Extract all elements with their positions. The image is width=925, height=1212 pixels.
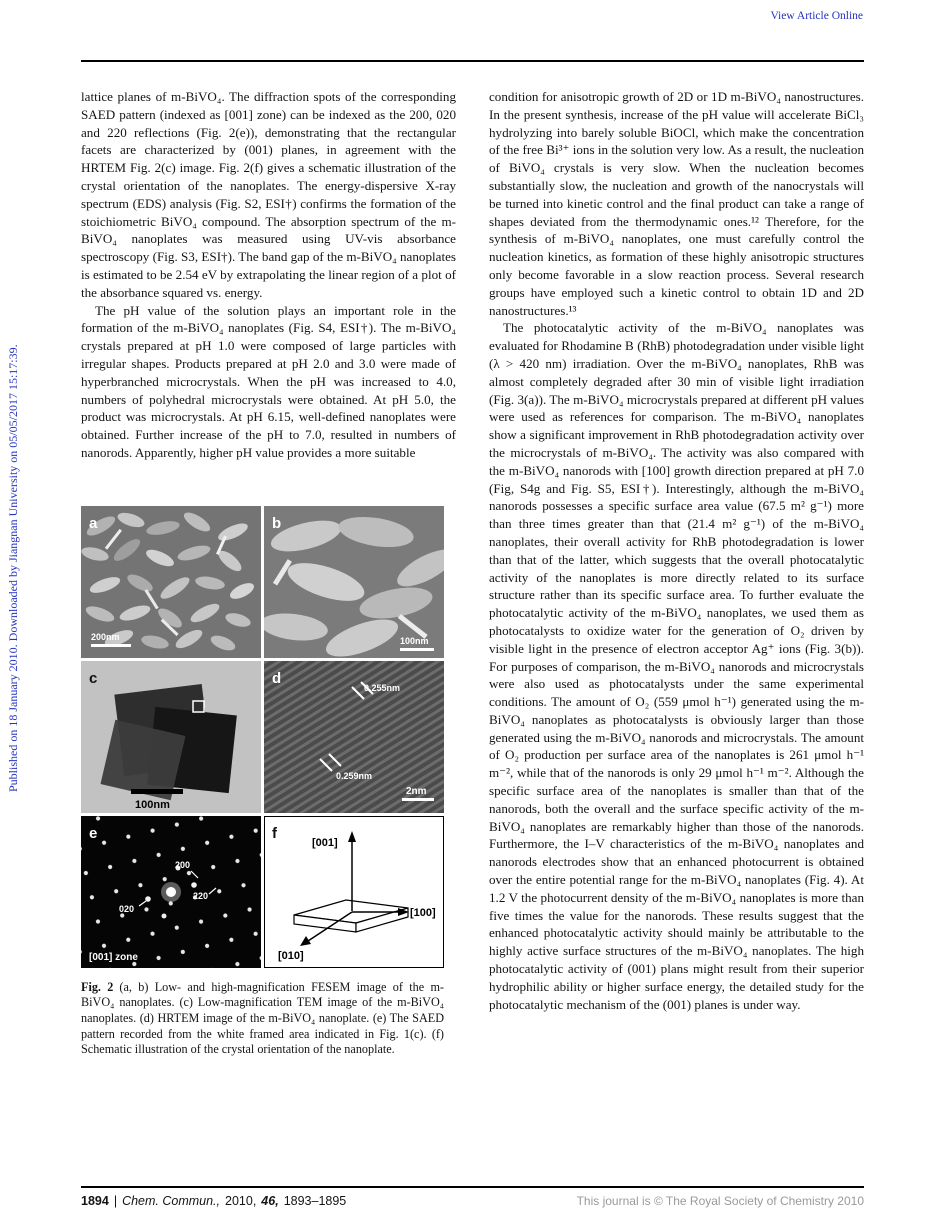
scale-bar [91,644,131,647]
paragraph: The pH value of the solution plays an important role in the formation of the m-BiVO₄ nanoplates (Fig. S4, ESI†). The m-BiVO₄ crystals prepared at pH 1.0 were composed of large particles with irregular shapes. Products prepared at pH 2.0 and 3.0 were made of hyperbranched microcrystals. When the pH was increased to 4.0, numbers of polyhedral microcrystals were obtained. At pH 5.0, the product was microcrystals. At pH 6.15, well-defined nanoplates were obtained. Further increase of the pH to 7.0, resulted in numbers of nanorods. Apparently, higher pH value provides a more suitable [81,302,456,460]
axis-010-label: [010] [278,949,304,962]
view-article-online-link[interactable]: View Article Online [770,10,863,22]
scale-bar [131,789,183,794]
spot-index-200: 200 [175,859,191,870]
bottom-rule [81,1186,864,1188]
page-footer [81,1194,864,1208]
panel-b-fesem-image [264,506,444,658]
panel-f-crystal-schematic [264,816,444,968]
scale-bar-label: 100nm [135,798,170,811]
panel-a-fesem-image [81,506,261,658]
journal-pages: 1893–1895 [283,1194,347,1208]
journal-year: 2010, [225,1194,257,1208]
panel-letter: a [89,514,98,532]
axis-100-label: [100] [410,906,436,919]
right-column [489,88,864,1058]
spot-index-220: 220 [193,890,209,901]
left-column [81,88,456,1058]
footer-citation [81,1194,351,1208]
top-rule [81,60,864,62]
panel-letter: b [272,514,282,532]
figure-caption [81,980,444,1058]
journal-volume: 46, [261,1194,279,1208]
scale-bar [400,648,434,651]
panel-c-tem-image [81,661,261,813]
panel-letter: d [272,669,282,687]
panel-letter: c [89,669,98,687]
scale-bar [402,798,434,801]
paragraph: condition for anisotropic growth of 2D or 1D m-BiVO₄ nanostructures. In the present synthesis, increase of the pH value will accelerate BiCl₃ hydrolyzing into barely soluble BiOCl, which make the concentration of the free Bi³⁺ ions in the solution very low. As a result, the nucleation of BiVO₄ crystals is very slow. When the nucleation becomes substantially slow, the nucleation and growth of the nanocrystals will be turned into kinetic control and the final product can take a range of shapes deviated from the thermodynamic ones.¹² Therefore, for the synthesis of m-BiVO₄ nanoplates, one must carefully control the nucleation kinetics, as formation of these highly anisotropic structures only become favorable in a slow reaction process. Several research groups have employed such a kinetic control to obtain 1D and 2D nanostructures.¹³ [489,89,864,318]
scale-bar-label: 200nm [91,631,120,642]
article-body [81,88,864,1058]
fringe-spacing-label: 0.259nm [336,770,373,781]
figure-2 [81,506,444,1058]
footer-separator: | [113,1194,118,1208]
figure-caption-text: (a, b) Low- and high-magnification FESEM image of the m-BiVO₄ nanoplates. (c) Low-magnification TEM image of the m-BiVO₄ nanoplates. (d) HRTEM image of the m-BiVO₄ nanoplate. (e) The SAED pattern recorded from the white framed area indicated in Fig. 1(c). (f) Schematic illustration of the crystal orientation of the nanoplate. [81,979,444,1057]
journal-name: Chem. Commun., [122,1194,221,1208]
page-number: 1894 [81,1194,109,1208]
footer-copyright: This journal is © The Royal Society of Chemistry 2010 [576,1194,864,1208]
panel-letter: e [89,824,98,842]
zone-axis-label: [001] zone [89,951,138,963]
sidebar-provenance-note: Published on 18 January 2010. Downloaded by Jiangnan University on 05/05/2017 15:17:39. [6,344,20,792]
figure-caption-label: Fig. 2 [81,979,114,994]
scale-bar-label: 100nm [400,635,429,646]
scale-bar-label: 2nm [406,785,427,797]
paragraph: lattice planes of m-BiVO₄. The diffraction spots of the corresponding SAED pattern (indexed as [001] zone) can be indexed as the 200, 020 and 220 reflections (Fig. 2(e)), demonstrating that the rectangular facets are characterized by (001) planes, in agreement with the HRTEM Fig. 2(c) image. Fig. 2(f) gives a schematic illustration of the crystal orientation of the nanoplates. The energy-dispersive X-ray spectrum (EDS) analysis (Fig. S2, ESI†) confirms the formation of the stoichiometric BiVO₄ compound. The absorption spectrum of the m-BiVO₄ nanoplates was measured using UV-vis absorbance spectroscopy (Fig. S3, ESI†). The band gap of the m-BiVO₄ nanoplates is estimated to be 2.54 eV by extrapolating the linear region of a plot of the absorbance squared vs. energy. [81,89,456,300]
axis-001-label: [001] [312,836,338,849]
panel-letter: f [272,824,277,842]
spot-index-020: 020 [119,903,135,914]
figure-2-panels [81,506,444,968]
fringe-spacing-label: 0.255nm [364,682,401,693]
panel-e-saed-pattern [81,816,261,968]
panel-d-hrtem-image [264,661,444,813]
paragraph: The photocatalytic activity of the m-BiVO₄ nanoplates was evaluated for Rhodamine B (RhB) photodegradation under visible light (λ > 420 nm) irradiation. Over the m-BiVO₄ nanoplates, RhB was almost completely degraded after 30 min of visible light irradiation (Fig. 3(a)). The m-BiVO₄ microcrystals prepared at different pH values were used as references for comparison. The m-BiVO₄ nanoplates show a significant improvement in RhB photodegradation activity over the microcrystals of m-BiVO₄. The activity was also compared with the m-BiVO₄ nanorods with [100] growth direction prepared at pH 7.0 (Fig, S4g and Fig. S5, ESI†). Interestingly, although the m-BiVO₄ nanorods possesses a specific surface area value (67.5 m² g⁻¹) more than three times greater than that (21.4 m² g⁻¹) of the m-BiVO₄ nanoplates, their overall activity for RhB photodegradation is lower than that of the latter, which suggests that the overall photocatalytic activity of the nanoplates is more directly related to its surface structure rather than its specific surface area. To further evaluate the photocatalytic activity of the m-BiVO₄ nanoplates, we used them as photocatalysts to oxidize water for the generation of O₂ driven by visible light in the presence of electron acceptor Ag⁺ ions (Fig. 3(b)). For purposes of comparison, the m-BiVO₄ nanorods and microcrystals were also used as photocatalysts under the same experimental conditions. The amount of O₂ (559 μmol h⁻¹) generated using the m-BiVO₄ nanoplates as photocatalysts is obviously larger than those generated using the m-BiVO₄ nanorods and microcrystals. The amount of O₂ production per surface area of the nanoplates is 261 μmol h⁻¹ m⁻², while that of the nanorods is only 29 μmol h⁻¹ m⁻². Although the specific surface area of the nanoplates is smaller than that of the nanorods, both the overall and the surface specific activity of the m-BiVO₄ nanoplates are remarkably higher than those of the nanorods. Furthermore, the I–V characteristics of the m-BiVO₄ nanoplates and nanorods electrodes show that an enhanced photocurrent is obtained over the entire potential range for the m-BiVO₄ nanoplates (Fig. 4). At 1.2 V the photocurrent density of the m-BiVO₄ nanoplates is more than five times the value for the nanorods. These results suggest that the enhanced photocatalytic activity should mainly be attributable to the highly active surface structures of the m-BiVO₄ nanoplates. The high photocatalytic activity of (001) plans might result from their superior hydrophilic ability or higher surface energy, the detailed study for the photocatalytic mechanism of the (001) planes is under way. [489,320,864,1012]
